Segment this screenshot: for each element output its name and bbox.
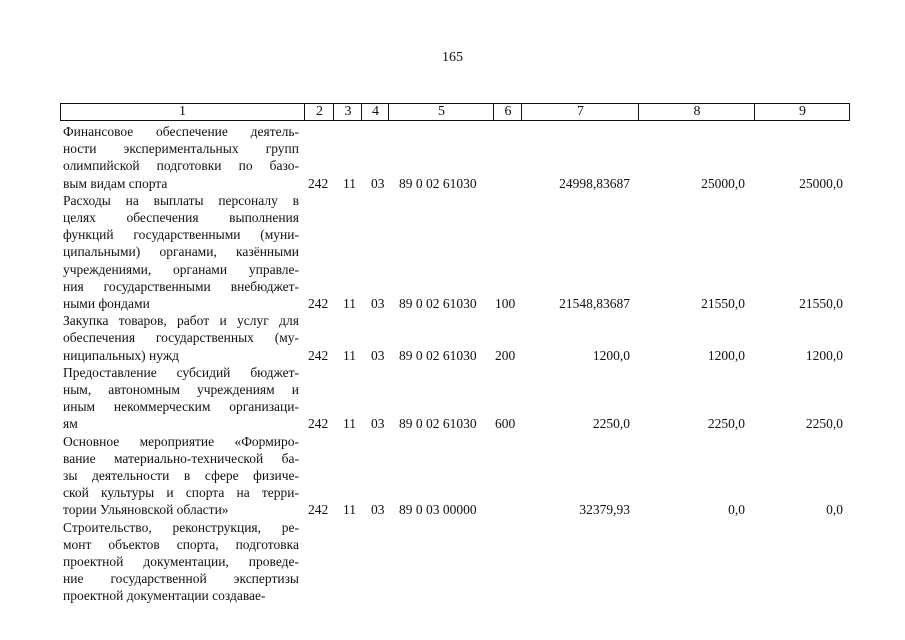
table-header [60, 103, 850, 121]
cell-c3: 11 [343, 502, 356, 518]
description-line: Закупка товаров, работ и услуг для [63, 313, 299, 329]
description-line: вание материально-технической ба- [63, 450, 299, 466]
cell-c7: 2250,0 [592, 416, 630, 432]
cell-c5: 89 0 03 00000 [399, 502, 477, 518]
cell-c9: 21550,0 [799, 295, 843, 311]
description-line: олимпийской подготовки по базо- [63, 158, 299, 174]
cell-c2: 242 [308, 502, 329, 518]
description-line: Предоставление субсидий бюджет- [63, 364, 299, 380]
header-col-9: 9 [754, 104, 850, 120]
description-line: ципальными) органами, казёнными [63, 244, 299, 260]
description-line: обеспечения государственных (му- [63, 330, 299, 346]
cell-c4: 03 [371, 347, 385, 363]
header-col-8: 8 [638, 104, 755, 120]
cell-c9: 1200,0 [805, 347, 843, 363]
cell-c6: 600 [495, 416, 516, 432]
description-line: учреждениями, органами управле- [63, 261, 299, 277]
description-line: ям [63, 416, 78, 432]
row-description [63, 519, 299, 605]
header-col-1: 1 [179, 104, 186, 119]
cell-c4: 03 [371, 416, 385, 432]
description-line: вым видам спорта [63, 175, 168, 191]
row-description [63, 312, 299, 364]
description-line: ниципальных) нужд [63, 347, 180, 363]
description-line: монт объектов спорта, подготовка [63, 536, 299, 552]
description-line: ния государственными внебюджет- [63, 278, 299, 294]
description-line: проектной документации, проведе- [63, 554, 299, 569]
page-number: 165 [442, 50, 463, 65]
row-description [63, 123, 299, 192]
cell-c7: 1200,0 [592, 347, 630, 363]
cell-c3: 11 [343, 295, 356, 311]
description-line: ности экспериментальных групп [63, 141, 299, 157]
cell-c4: 03 [371, 502, 385, 518]
cell-c3: 11 [343, 175, 356, 191]
header-col-2: 2 [304, 104, 334, 120]
cell-c3: 11 [343, 347, 356, 363]
cell-c3: 11 [343, 416, 356, 432]
description-line: тории Ульяновской области» [63, 502, 229, 518]
description-line: Расходы на выплаты персоналу в [63, 192, 299, 208]
cell-c7: 32379,93 [579, 502, 630, 518]
row-description [63, 433, 299, 519]
description-line: Строительство, реконструкция, ре- [63, 519, 299, 535]
cell-c7: 24998,83687 [559, 175, 630, 191]
description-line: ской культуры и спорта на терри- [63, 485, 299, 501]
cell-c4: 03 [371, 295, 385, 311]
cell-c8: 2250,0 [707, 416, 745, 432]
description-line: ными фондами [63, 296, 150, 312]
cell-c2: 242 [308, 295, 329, 311]
description-line: зы деятельности в сфере физиче- [63, 468, 299, 483]
description-line: ным, автономным учреждениям и [63, 382, 299, 397]
cell-c9: 25000,0 [799, 175, 843, 191]
cell-c8: 25000,0 [701, 175, 745, 191]
cell-c7: 21548,83687 [559, 295, 630, 311]
description-line: иным некоммерческим организаци- [63, 399, 299, 415]
header-col-7: 7 [521, 104, 639, 120]
cell-c5: 89 0 02 61030 [399, 347, 477, 363]
description-line: Основное мероприятие «Формиро- [63, 433, 299, 449]
description-line: проектной документации создавае- [63, 588, 266, 604]
description-line: Финансовое обеспечение деятель- [63, 124, 299, 139]
cell-c8: 21550,0 [701, 295, 745, 311]
cell-c6: 100 [495, 295, 516, 311]
cell-c2: 242 [308, 175, 329, 191]
cell-c8: 1200,0 [707, 347, 745, 363]
cell-c6: 200 [495, 347, 516, 363]
cell-c9: 0,0 [826, 502, 843, 518]
cell-c8: 0,0 [728, 502, 745, 518]
row-description [63, 192, 299, 312]
row-description [63, 364, 299, 433]
cell-c2: 242 [308, 347, 329, 363]
header-col-3: 3 [333, 104, 362, 120]
description-line: целях обеспечения выполнения [63, 210, 299, 225]
description-line: ние государственной экспертизы [63, 571, 299, 587]
cell-c9: 2250,0 [805, 416, 843, 432]
cell-c2: 242 [308, 416, 329, 432]
cell-c5: 89 0 02 61030 [399, 175, 477, 191]
header-col-4: 4 [361, 104, 389, 120]
cell-c4: 03 [371, 175, 385, 191]
cell-c5: 89 0 02 61030 [399, 416, 477, 432]
cell-c5: 89 0 02 61030 [399, 295, 477, 311]
header-col-5: 5 [388, 104, 494, 120]
description-line: функций государственными (муни- [63, 227, 299, 243]
header-col-6: 6 [493, 104, 522, 120]
